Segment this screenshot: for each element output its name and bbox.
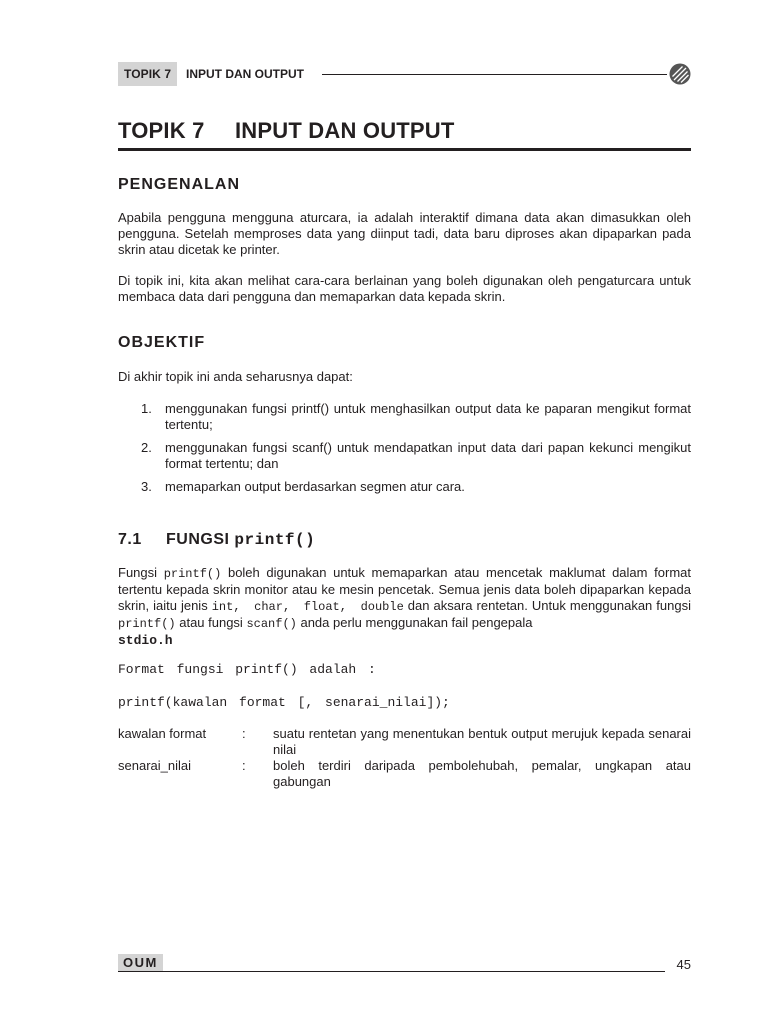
definition-row bbox=[118, 726, 691, 758]
running-header bbox=[118, 62, 691, 86]
list-item-number: 2. bbox=[141, 440, 152, 455]
definition-description: suatu rentetan yang menentukan bentuk output merujuk kepada senarai nilai bbox=[273, 726, 691, 757]
definition-description: boleh terdiri daripada pembolehubah, pemalar, ungkapan atau gabungan bbox=[273, 758, 691, 789]
text-run: anda perlu menggunakan fail pengepala bbox=[296, 615, 533, 630]
footer-brand: OUM bbox=[118, 954, 163, 971]
code-types: int, char, float, double bbox=[211, 600, 404, 614]
header-title: INPUT DAN OUTPUT bbox=[186, 67, 304, 81]
format-line: Format fungsi printf() adalah : bbox=[118, 662, 376, 677]
section-title-code: printf() bbox=[234, 531, 316, 549]
printf-paragraph bbox=[118, 565, 691, 649]
definition-colon: : bbox=[242, 726, 246, 741]
page-number: 45 bbox=[676, 957, 691, 972]
header-topic-badge: TOPIK 7 bbox=[118, 62, 177, 86]
list-item bbox=[118, 479, 691, 495]
list-item-text: menggunakan fungsi scanf() untuk mendapatkan input data dari papan kekunci mengikut format tertentu; dan bbox=[165, 440, 691, 471]
pengenalan-paragraph-1: Apabila pengguna mengguna aturcara, ia adalah interaktif dimana data akan dimasukkan oleh pengguna. Setelah memproses data yang diinput tadi, data baru diproses akan dipaparkan pada skrin atau dicetak ke printer. bbox=[118, 210, 691, 257]
heading-objektif: OBJEKTIF bbox=[118, 334, 206, 351]
chapter-title-text: INPUT DAN OUTPUT bbox=[235, 118, 455, 143]
definition-term: kawalan format bbox=[118, 726, 207, 741]
globe-logo-icon bbox=[669, 63, 691, 85]
list-item-text: menggunakan fungsi printf() untuk menghasilkan output data ke paparan mengikut format tertentu; bbox=[165, 401, 691, 432]
text-run: boleh digunakan untuk memaparkan atau mencetak maklumat dalam format tertentu kepada skrin monitor atau ke mesin pencetak. Semua jenis data boleh dipaparkan kepada skrin, iaitu jenis bbox=[118, 565, 691, 613]
objektif-intro: Di akhir topik ini anda seharusnya dapat: bbox=[118, 369, 353, 384]
heading-pengenalan: PENGENALAN bbox=[118, 176, 241, 193]
chapter-number: TOPIK 7 bbox=[118, 118, 205, 143]
pengenalan-paragraph-2: Di topik ini, kita akan melihat cara-cara berlainan yang boleh digunakan oleh pengaturcara untuk membaca data dari pengguna dan memaparkan data kepada skrin. bbox=[118, 273, 691, 304]
text-run: Fungsi bbox=[118, 565, 164, 580]
code-printf-2: printf() bbox=[118, 617, 176, 631]
definition-colon: : bbox=[242, 758, 246, 773]
section-heading-7-1 bbox=[118, 531, 315, 549]
list-item-number: 3. bbox=[141, 479, 152, 494]
objektif-list bbox=[118, 401, 691, 502]
list-item-text: memaparkan output berdasarkan segmen atur cara. bbox=[165, 479, 465, 494]
text-run: dan aksara rentetan. Untuk menggunakan fungsi bbox=[403, 598, 691, 613]
syntax-line: printf(kawalan format [, senarai_nilai]); bbox=[118, 695, 450, 710]
definitions bbox=[118, 726, 691, 790]
code-stdio-h: stdio.h bbox=[118, 633, 173, 648]
chapter-title bbox=[118, 118, 691, 151]
header-rule bbox=[322, 74, 667, 75]
page-footer bbox=[118, 954, 691, 974]
list-item-number: 1. bbox=[141, 401, 152, 416]
definition-term: senarai_nilai bbox=[118, 758, 191, 773]
footer-rule bbox=[118, 971, 665, 972]
section-number: 7.1 bbox=[118, 531, 142, 548]
code-scanf: scanf() bbox=[246, 617, 297, 631]
code-printf: printf() bbox=[163, 567, 222, 581]
text-run: atau fungsi bbox=[175, 615, 247, 630]
section-title: FUNGSI bbox=[166, 531, 230, 548]
definition-row bbox=[118, 758, 691, 790]
list-item bbox=[118, 440, 691, 472]
list-item bbox=[118, 401, 691, 433]
